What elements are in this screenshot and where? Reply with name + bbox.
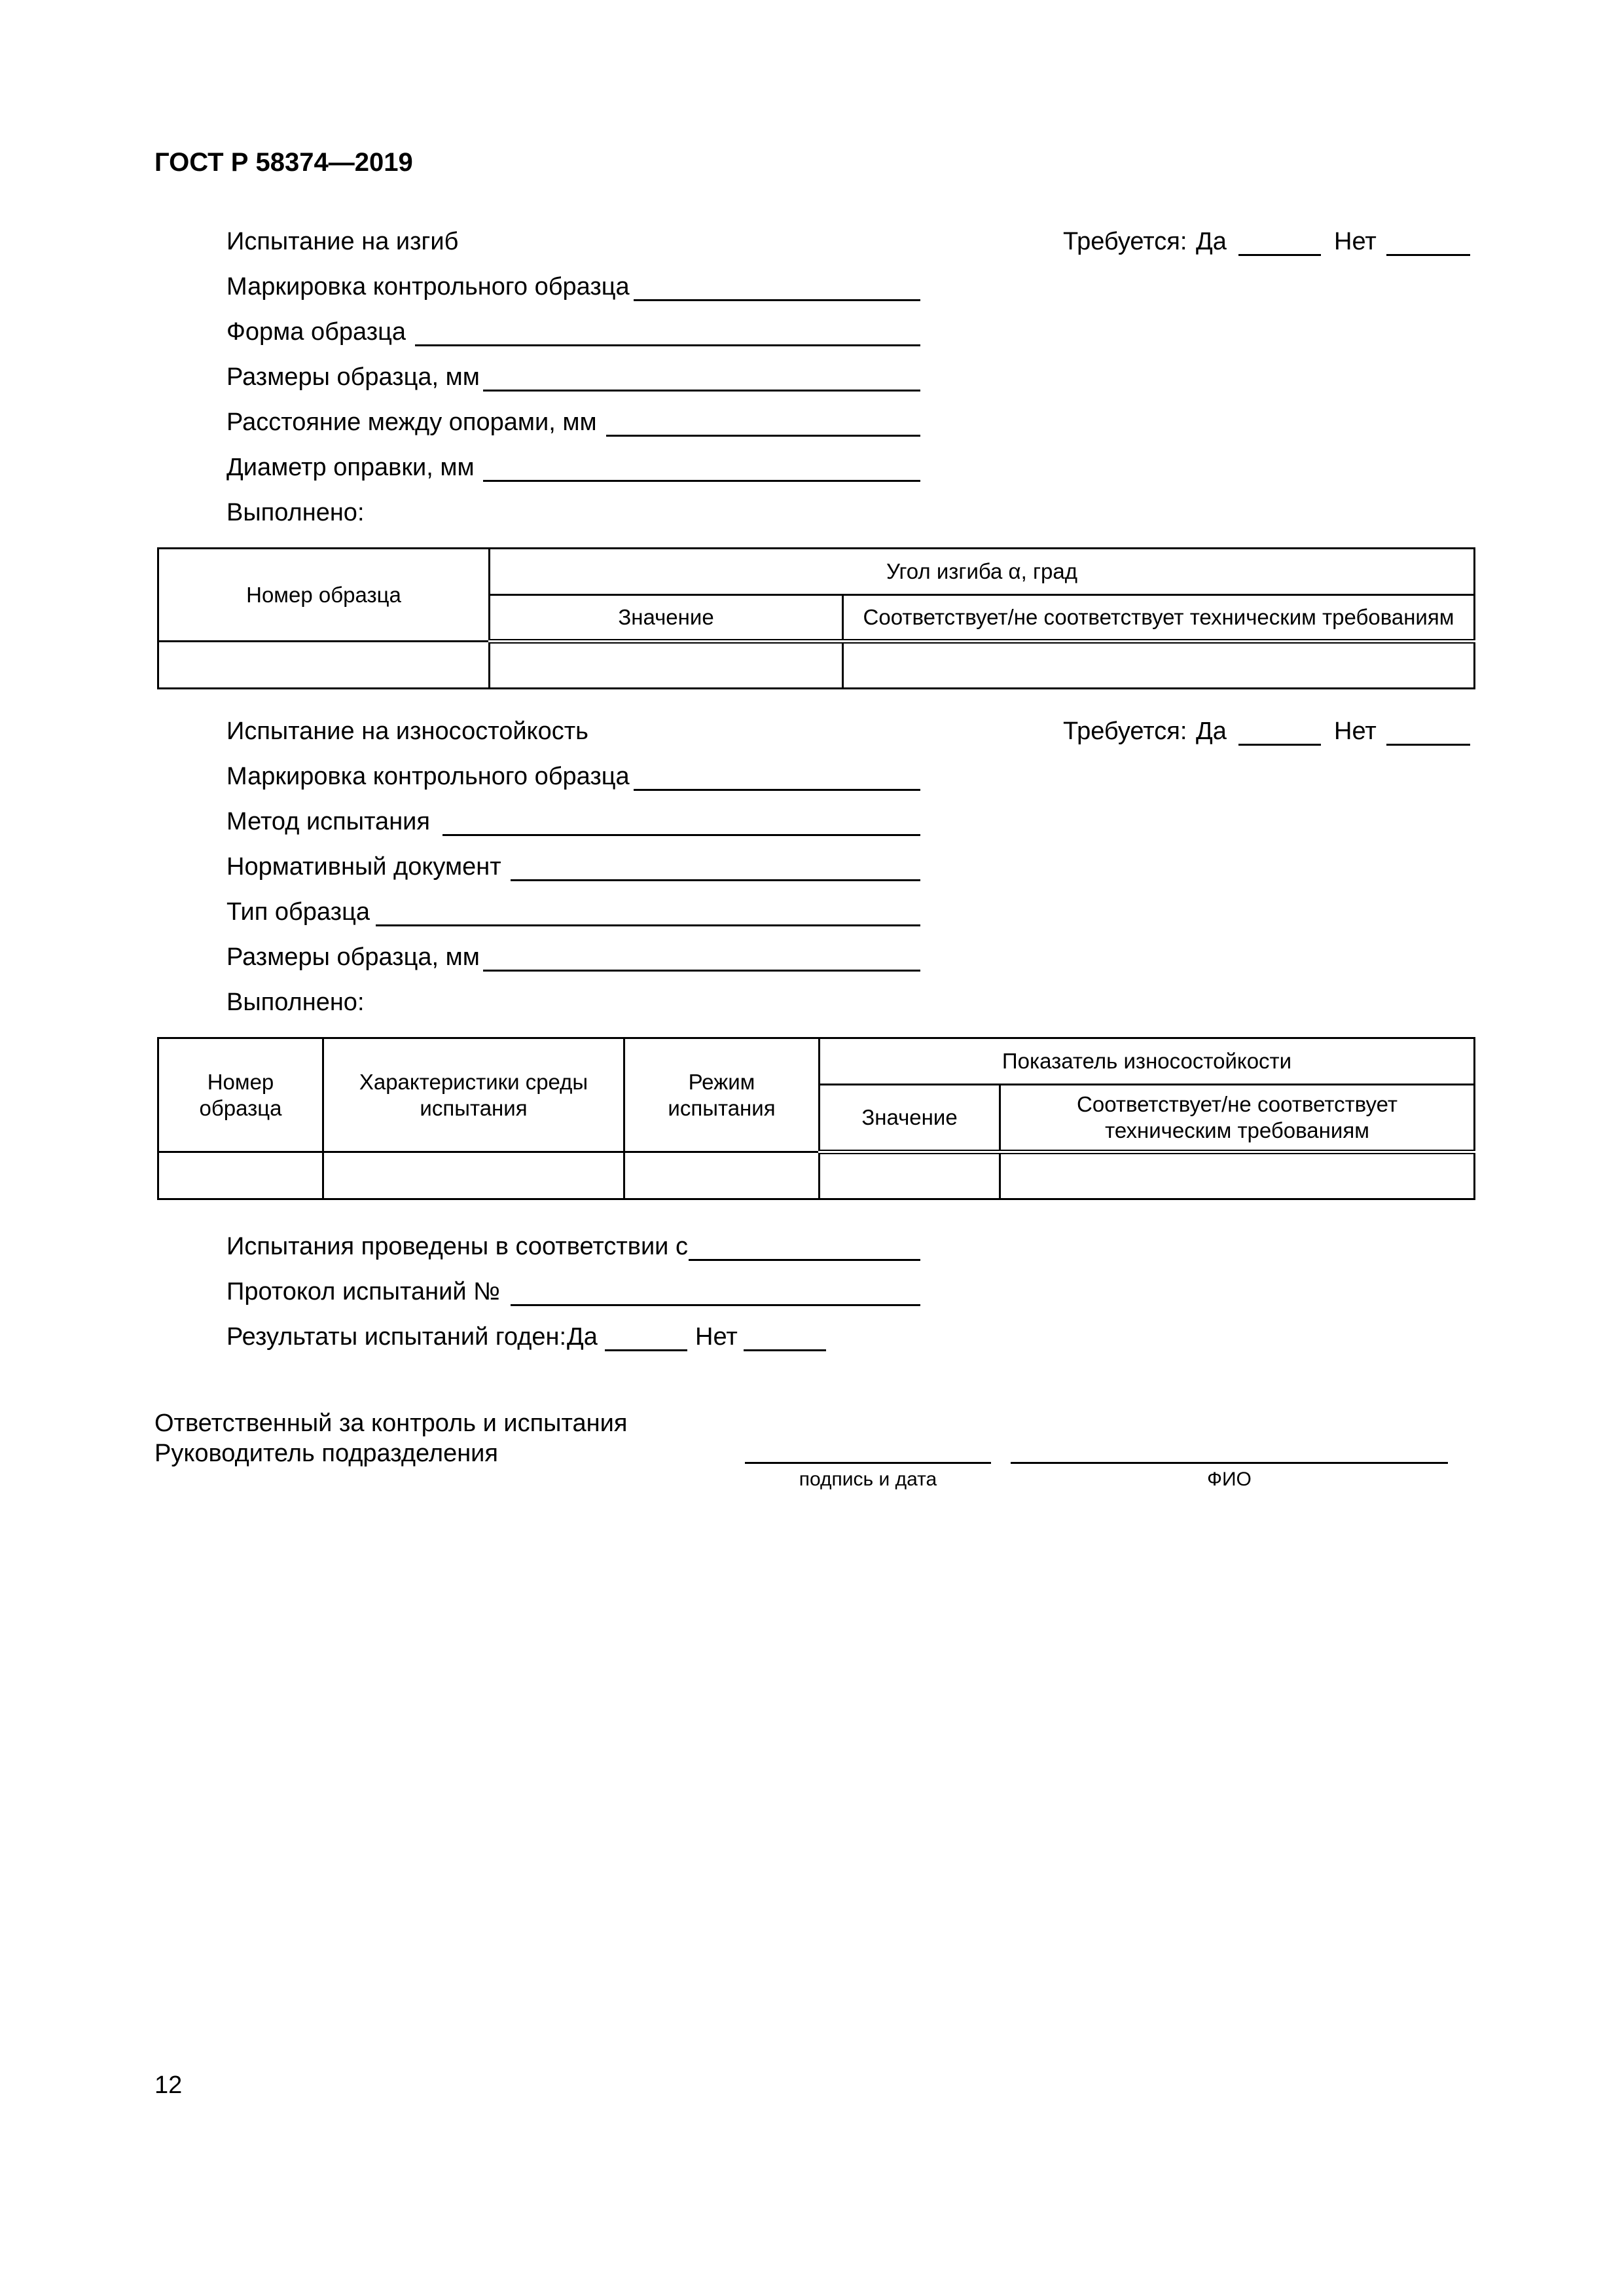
- document-id: ГОСТ Р 58374—2019: [154, 148, 413, 177]
- bend-marking-label: Маркировка контрольного образца: [226, 273, 630, 301]
- result-fit-label: Результаты испытаний годен:: [226, 1323, 567, 1351]
- bend-results-table: [157, 547, 1475, 689]
- wear-done-label: Выполнено:: [226, 989, 365, 1016]
- bend-shape-field[interactable]: [415, 344, 920, 346]
- bend-support-distance-label: Расстояние между опорами, мм: [226, 409, 597, 436]
- table-cell[interactable]: [624, 1152, 820, 1199]
- bend-mandrel-label: Диаметр оправки, мм: [226, 454, 475, 481]
- bend-no-field[interactable]: [1386, 254, 1470, 256]
- wear-method-field[interactable]: [442, 834, 920, 836]
- wear-size-field[interactable]: [483, 970, 920, 972]
- wear-yes-label: Да: [1196, 718, 1227, 745]
- bend-no-label: Нет: [1334, 228, 1377, 255]
- result-no-label: Нет: [695, 1323, 738, 1351]
- wear-sample-type-field[interactable]: [376, 924, 920, 926]
- bend-col-sample-number: Номер образца: [158, 549, 490, 642]
- wear-yes-field[interactable]: [1238, 744, 1321, 746]
- wear-normative-doc-field[interactable]: [511, 879, 920, 881]
- result-yes-label: Да: [567, 1323, 598, 1351]
- table-cell[interactable]: [1000, 1152, 1475, 1199]
- result-yes-field[interactable]: [605, 1349, 687, 1351]
- table-row: [158, 642, 1475, 689]
- wear-marking-label: Маркировка контрольного образца: [226, 763, 630, 790]
- full-name-caption: ФИО: [1207, 1468, 1252, 1490]
- bend-support-distance-field[interactable]: [606, 435, 920, 437]
- table-row: [158, 1152, 1475, 1199]
- wear-normative-doc-label: Нормативный документ: [226, 853, 501, 881]
- wear-size-label: Размеры образца, мм: [226, 943, 480, 971]
- bend-size-label: Размеры образца, мм: [226, 363, 480, 391]
- result-no-field[interactable]: [744, 1349, 826, 1351]
- bend-yes-label: Да: [1196, 228, 1227, 255]
- wear-col-wear-index: Показатель износостойкости: [820, 1038, 1475, 1085]
- full-name-field[interactable]: [1011, 1462, 1448, 1464]
- bend-col-compliance: Соответствует/не соответствует техническим требованиям: [843, 595, 1475, 642]
- bend-marking-field[interactable]: [634, 299, 920, 301]
- wear-test-title: Испытание на износостойкость: [226, 718, 588, 745]
- bend-size-field[interactable]: [483, 390, 920, 392]
- bend-mandrel-field[interactable]: [483, 480, 920, 482]
- wear-col-env: Характеристики среды испытания: [323, 1038, 624, 1152]
- table-cell[interactable]: [323, 1152, 624, 1199]
- bend-col-value: Значение: [490, 595, 843, 642]
- table-cell[interactable]: [820, 1152, 1000, 1199]
- page-number: 12: [154, 2071, 183, 2099]
- head-label: Руководитель подразделения: [154, 1440, 498, 1467]
- wear-required-label: Требуется:: [1063, 718, 1187, 745]
- protocol-number-label: Протокол испытаний №: [226, 1278, 500, 1305]
- wear-no-label: Нет: [1334, 718, 1377, 745]
- table-cell[interactable]: [843, 642, 1475, 689]
- table-cell[interactable]: [490, 642, 843, 689]
- bend-shape-label: Форма образца: [226, 318, 406, 346]
- wear-no-field[interactable]: [1386, 744, 1470, 746]
- wear-sample-type-label: Тип образца: [226, 898, 370, 926]
- conducted-per-label: Испытания проведены в соответствии с: [226, 1233, 688, 1260]
- bend-yes-field[interactable]: [1238, 254, 1321, 256]
- wear-col-sample-number: Номер образца: [158, 1038, 323, 1152]
- wear-col-value: Значение: [820, 1085, 1000, 1152]
- bend-test-title: Испытание на изгиб: [226, 228, 459, 255]
- signature-date-caption: подпись и дата: [799, 1468, 937, 1490]
- wear-col-mode: Режим испытания: [624, 1038, 820, 1152]
- bend-required-label: Требуется:: [1063, 228, 1187, 255]
- conducted-per-field[interactable]: [689, 1259, 920, 1261]
- table-cell[interactable]: [158, 1152, 323, 1199]
- wear-results-table: [157, 1037, 1475, 1200]
- responsible-label: Ответственный за контроль и испытания: [154, 1410, 628, 1437]
- bend-done-label: Выполнено:: [226, 499, 365, 526]
- wear-col-compliance: Соответствует/не соответствует техническим требованиям: [1000, 1085, 1475, 1152]
- wear-marking-field[interactable]: [634, 789, 920, 791]
- wear-method-label: Метод испытания: [226, 808, 430, 835]
- table-cell[interactable]: [158, 642, 490, 689]
- protocol-number-field[interactable]: [511, 1304, 920, 1306]
- signature-date-field[interactable]: [745, 1462, 991, 1464]
- bend-col-bend-angle: Угол изгиба α, град: [490, 549, 1475, 595]
